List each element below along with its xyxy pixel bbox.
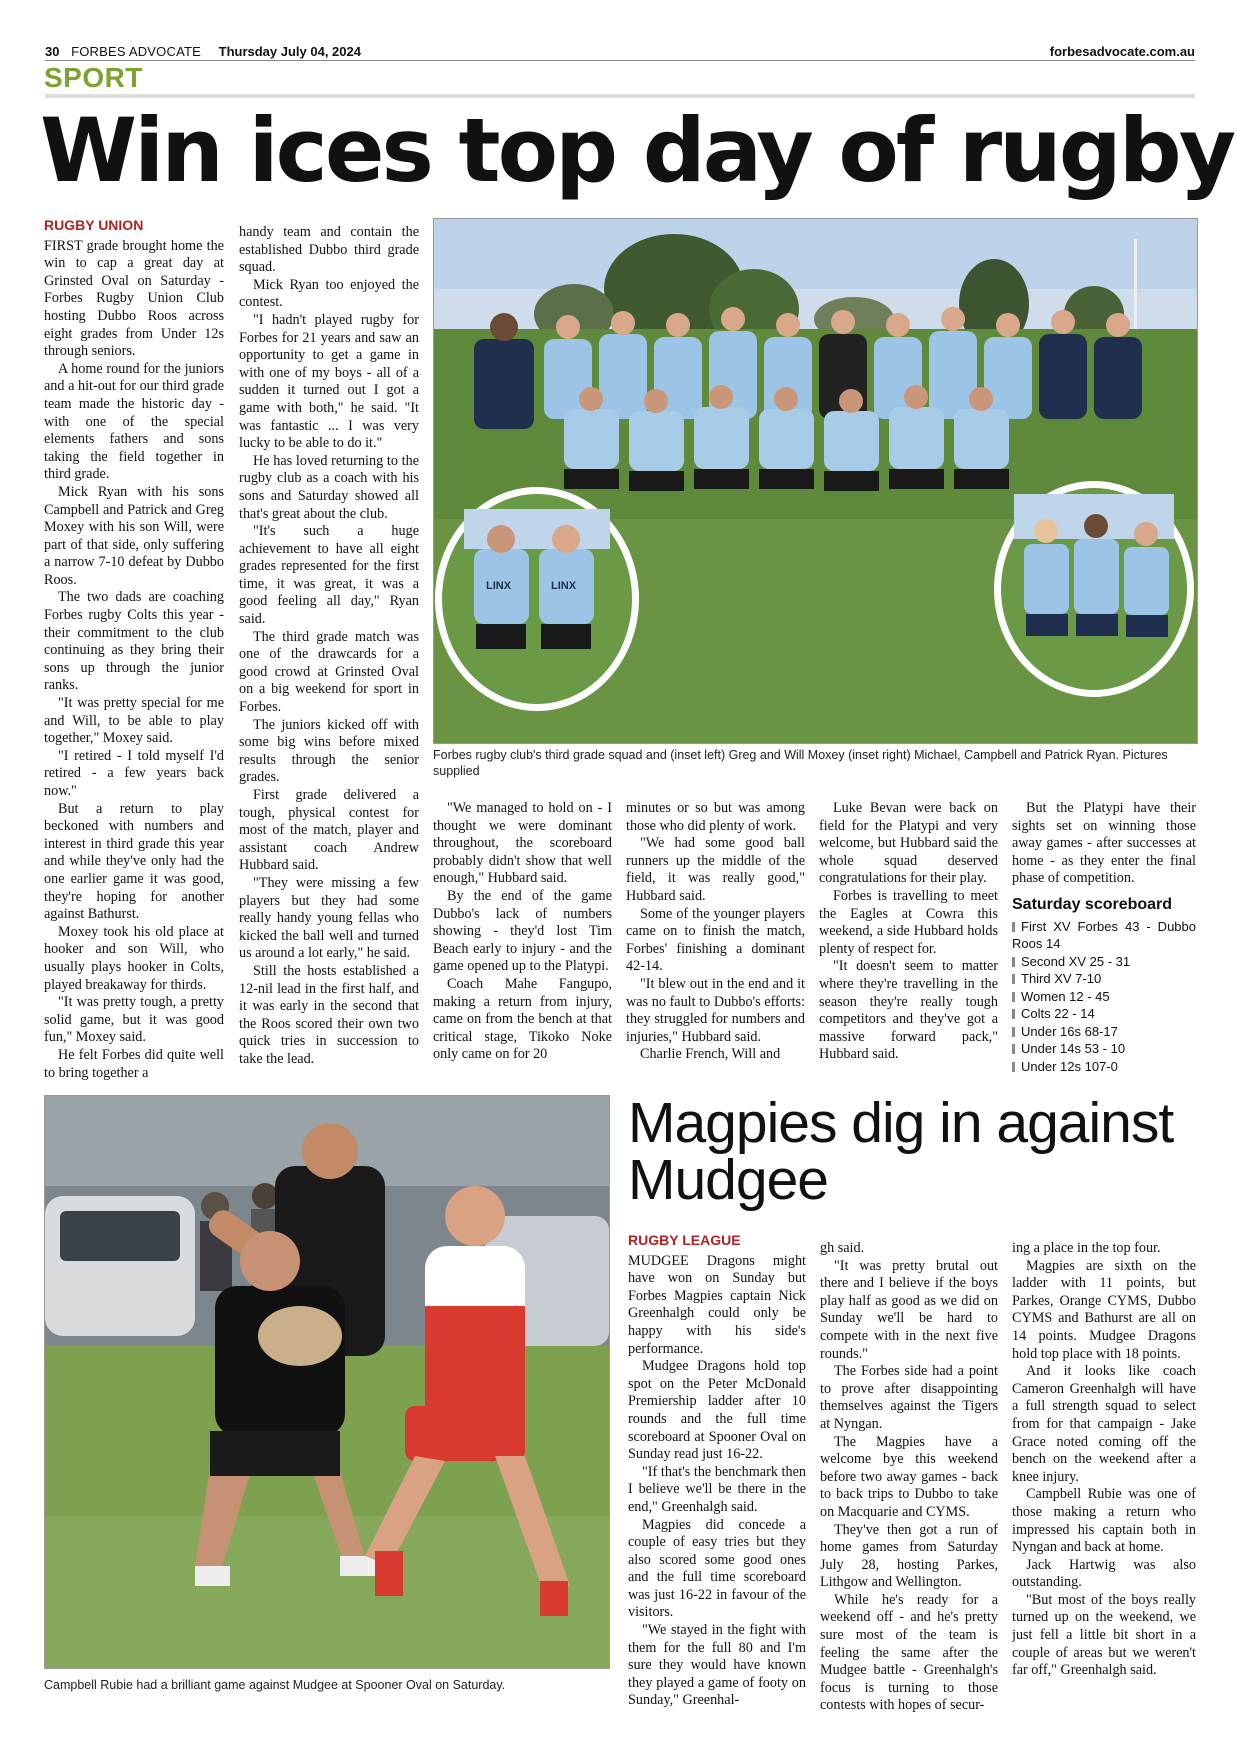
publication-name: FORBES ADVOCATE: [71, 44, 201, 59]
article1-column-3: [433, 800, 612, 1082]
scoreboard-row-text: Under 14s 53 - 10: [1021, 1041, 1126, 1057]
paragraph: "It's such a huge achievement to have all eight grades represented for the first time, it was great, it was a good feeling all day," Ryan said.: [239, 523, 419, 628]
scoreboard-row: [1012, 1023, 1196, 1041]
paragraph: Mick Ryan with his sons Campbell and Patrick and Greg Moxey with his son Will, were part of that side, only suffering a narrow 7-10 defeat by Dubbo Roos.: [44, 483, 224, 588]
scoreboard-row: [1012, 1040, 1196, 1058]
issue-date: Thursday July 04, 2024: [218, 44, 361, 59]
paragraph: Luke Bevan were back on field for the Platypi and very welcome, but Hubbard said the whole squad deserved congratulations for their play.: [819, 800, 998, 887]
paragraph: Campbell Rubie was one of those making a return who impressed his captain both in Nyngan and back at home.: [1012, 1486, 1196, 1556]
scoreboard-row-text: Under 12s 107-0: [1021, 1058, 1118, 1074]
header-rule: [45, 60, 1195, 61]
article2-column-1-body: [628, 1253, 806, 1710]
article1-column-4-body: [626, 800, 805, 1064]
article2-photo-caption: Campbell Rubie had a brilliant game against Mudgee at Spooner Oval on Saturday.: [44, 1678, 506, 1692]
article1-headline: Win ices top day of rugby: [40, 99, 1234, 202]
scoreboard-list: [1012, 918, 1196, 1076]
paragraph: Forbes is travelling to meet the Eagles at Cowra this weekend, a side Hubbard holds plenty of respect for.: [819, 887, 998, 957]
paragraph: "We managed to hold on - I thought we were dominant throughout, the scoreboard probably didn't show that well enough," Hubbard said.: [433, 800, 612, 887]
paragraph: A home round for the juniors and a hit-out for our third grade team made the historic day - with one of the special elements fathers and sons taking the field together in third grade.: [44, 360, 224, 483]
article1-column-2: [239, 224, 419, 1082]
scoreboard-row: [1012, 918, 1196, 953]
paragraph: handy team and contain the established Dubbo third grade squad.: [239, 224, 419, 276]
bullet-bar-icon: [1012, 1044, 1015, 1054]
paragraph: He has loved returning to the rugby club as a coach with his sons and Saturday showed all that's great about the club.: [239, 452, 419, 522]
rugby-team-photo-graphic: [434, 219, 1197, 743]
article1-column-5-body: [819, 800, 998, 1064]
paragraph: "We stayed in the fight with them for the full 80 and I'm sure they would have known they played a game of footy on Sunday," Greenhal-: [628, 1622, 806, 1709]
article1-column-1-body: [44, 238, 224, 1082]
paragraph: "But most of the boys really turned up on the weekend, we just fell a little bit short in a couple of areas but we weren't far off," Greenhalgh said.: [1012, 1591, 1196, 1679]
paragraph: gh said.: [820, 1240, 865, 1256]
paragraph: FIRST grade brought home the win to cap a great day at Grinsted Oval on Saturday - Forbes Rugby Union Club hosting Dubbo Roos across eight grades from Under 12s through seniors.: [44, 237, 224, 360]
scoreboard-row-text: First XV Forbes 43 - Dubbo Roos 14: [1012, 918, 1196, 952]
paragraph: minutes or so but was among those who did plenty of work.: [626, 800, 805, 834]
paragraph: First grade delivered a tough, physical contest for most of the match, player and assistant coach Andrew Hubbard said.: [239, 787, 419, 874]
paragraph: "It was pretty brutal out there and I believe if the boys play half as good as we did on Sunday we'll be hard to compete with in the next five rounds.": [820, 1257, 998, 1362]
scoreboard-row-text: Second XV 25 - 31: [1021, 953, 1131, 969]
website-link[interactable]: forbesadvocate.com.au: [1049, 44, 1195, 59]
paragraph: While he's ready for a weekend off - and he's pretty sure most of the team is feeling the same after the Mudgee battle - Greenhalgh's focus is turning to those contests with hopes of secur-: [820, 1591, 998, 1714]
paragraph: And it looks like coach Cameron Greenhalgh will have a full strength squad to select from for that campaign - Jake Grace noted coming off the bench on the weekend after a knee injury.: [1012, 1363, 1196, 1485]
article2-column-3-body: [1012, 1240, 1196, 1680]
article1-column-1: [44, 217, 224, 1082]
bullet-bar-icon: [1012, 1027, 1015, 1037]
bullet-bar-icon: [1012, 1062, 1015, 1072]
section-label: SPORT: [44, 62, 143, 93]
scoreboard-row: [1012, 953, 1196, 971]
paragraph: Charlie French, Will and: [640, 1046, 781, 1063]
paragraph: Jack Hartwig was also outstanding.: [1012, 1556, 1196, 1591]
paragraph: Magpies are sixth on the ladder with 11 points, but Parkes, Orange CYMS, Dubbo CYMS and Bathurst are all on 14 points. Mudgee Dragons hold top place with 18 points.: [1012, 1257, 1196, 1362]
paragraph: Mudgee Dragons hold top spot on the Peter McDonald Premiership ladder after 10 rounds and the full time scoreboard at Spooner Oval on Sunday read just 16-22.: [628, 1358, 806, 1463]
paragraph: Mick Ryan too enjoyed the contest.: [239, 276, 419, 311]
jersey-sponsor-text: LINX: [486, 580, 512, 592]
article1-column-3-body: [433, 800, 612, 1064]
scoreboard-row-text: Colts 22 - 14: [1021, 1006, 1095, 1022]
article2-column-1: [628, 1232, 806, 1744]
bullet-bar-icon: [1012, 992, 1015, 1002]
article2-column-2: [820, 1240, 998, 1744]
paragraph: "I retired - I told myself I'd retired - a few years back now.": [44, 747, 224, 799]
paragraph: The two dads are coaching Forbes rugby Colts this year - their commitment to the club continuing as they bring their sons up through the junior ranks.: [44, 589, 224, 694]
article2-column-3: [1012, 1240, 1196, 1744]
paragraph: "I hadn't played rugby for Forbes for 21 years and saw an opportunity to get a game in with one of my boys - all of a sudden it turned out I got a game with both," he said. "It was fantastic ... I was very lucky to be able to do it.": [239, 311, 419, 452]
article1-column-2-body: [239, 224, 419, 1069]
scoreboard-row: [1012, 1005, 1196, 1023]
scoreboard-row: [1012, 1058, 1196, 1076]
paragraph: "It doesn't seem to matter where they're travelling in the season they're really tough competitors and they've got a massive forward pack," Hubbard said.: [819, 958, 998, 1063]
paragraph: "It was pretty special for me and Will, to be able to play together," Moxey said.: [44, 695, 224, 747]
bullet-bar-icon: [1012, 922, 1015, 932]
paragraph: Some of the younger players came on to finish the match, Forbes' finishing a dominant 42-14.: [626, 905, 805, 975]
paragraph: The third grade match was one of the drawcards for a good crowd at Grinsted Oval on a big weekend for sport in Forbes.: [239, 628, 419, 716]
scoreboard-row: [1012, 970, 1196, 988]
article2-kicker: RUGBY LEAGUE: [628, 1232, 741, 1248]
scoreboard-heading: Saturday scoreboard: [1012, 895, 1173, 913]
scoreboard-row-text: Third XV 7-10: [1021, 971, 1102, 987]
rugby-league-photo-graphic: [45, 1096, 609, 1668]
paragraph: They've then got a run of home games from Saturday July 28, hosting Parkes, Lithgow and Wellington.: [820, 1521, 998, 1591]
paragraph: The Forbes side had a point to prove after disappointing themselves against the Tigers at Nyngan.: [820, 1363, 998, 1432]
rugby-team-photo: [433, 218, 1198, 744]
paragraph: "They were missing a few players but they had some really handy young fellas who kicked the ball well and turned us around a lot early," he said.: [239, 874, 419, 962]
article1-column-6: [1012, 800, 1196, 1082]
article1-kicker: RUGBY UNION: [44, 217, 144, 233]
paragraph: ing a place in the top four.: [1012, 1240, 1161, 1256]
rugby-league-photo: [44, 1095, 610, 1669]
article1-column-5: [819, 800, 998, 1082]
article1-column-6-body: [1012, 800, 1196, 888]
paragraph: By the end of the game Dubbo's lack of numbers showing - they'd lost Tim Beach early to injury - and the game opened up to the Platypi.: [433, 887, 612, 975]
paragraph: But the Platypi have their sights set on winning those away games - after successes at home - as they enter the final phase of competition.: [1012, 800, 1196, 887]
paragraph: MUDGEE Dragons might have won on Sunday but Forbes Magpies captain Nick Greenhalgh could only be happy with his side's performance.: [628, 1252, 806, 1357]
paragraph: Moxey took his old place at hooker and son Will, who usually plays hooker in Colts, played breakaway for thirds.: [44, 923, 224, 993]
paragraph: "It was pretty tough, a pretty solid game, but it was good fun," Moxey said.: [44, 994, 224, 1046]
scoreboard-row-text: Under 16s 68-17: [1021, 1023, 1118, 1039]
page-number: 30: [45, 44, 60, 59]
bullet-bar-icon: [1012, 974, 1015, 984]
paragraph: But a return to play beckoned with numbers and interest in third grade this year and while they've only had the one earlier game it was good, they're hoping for another against Bathurst.: [44, 800, 224, 923]
page-header: [45, 44, 1195, 64]
bullet-bar-icon: [1012, 1009, 1015, 1019]
article2-headline: Magpies dig in against Mudgee: [628, 1091, 1174, 1212]
article1-photo-caption: Forbes rugby club's third grade squad and (inset left) Greg and Will Moxey (inset right) Michael, Campbell and Patrick Ryan. Pictures supplied: [433, 748, 1168, 778]
paragraph: "We had some good ball runners up the middle of the field, it was really good," Hubbard said.: [626, 835, 805, 904]
paragraph: "If that's the benchmark then I believe we'll be there in the end," Greenhalgh said.: [628, 1463, 806, 1515]
article1-column-4: [626, 800, 805, 1082]
paragraph: Still the hosts established a 12-nil lead in the first half, and it was early in the second that the Roos scored their own two quick tries in succession to take the lead.: [239, 962, 419, 1067]
paragraph: "It blew out in the end and it was no fault to Dubbo's efforts: they struggled for numbers and injuries," Hubbard said.: [626, 975, 805, 1045]
paragraph: Magpies did concede a couple of easy tries but they also scored some good ones and the full time scoreboard was just 16-22 in favour of the visitors.: [628, 1516, 806, 1621]
scoreboard-row: [1012, 988, 1196, 1006]
paragraph: The Magpies have a welcome bye this weekend before two away games - back to back trips to Dubbo to take on Macquarie and CYMS.: [820, 1433, 998, 1520]
paragraph: Coach Mahe Fangupo, making a return from injury, came on from the bench at that critical stage, Tikoko Noke only came on for 20: [433, 975, 612, 1063]
scoreboard-row-text: Women 12 - 45: [1021, 988, 1110, 1004]
article2-column-2-body: [820, 1240, 998, 1715]
bullet-bar-icon: [1012, 957, 1015, 967]
jersey-sponsor-text: LINX: [551, 580, 577, 592]
paragraph: The juniors kicked off with some big wins before mixed results through the senior grades.: [239, 716, 419, 786]
paragraph: He felt Forbes did quite well to bring together a: [44, 1046, 224, 1081]
